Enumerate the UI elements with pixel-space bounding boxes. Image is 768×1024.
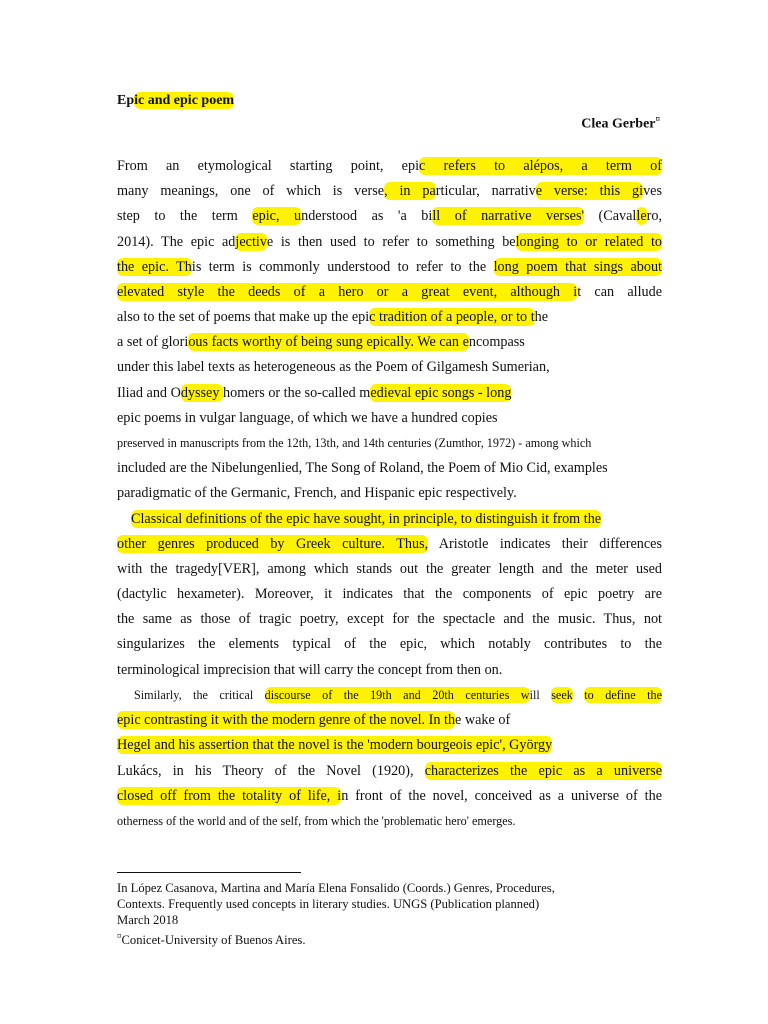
footnote-line: March 2018 [117, 913, 179, 927]
text-run: (Caval [584, 208, 637, 224]
highlighted-text: closed off from the totality of life, i [117, 788, 342, 804]
text-line [117, 635, 662, 653]
highlighted-text: Hegel and his assertion that the novel is the 'modern bourgeois epic', György [117, 737, 553, 753]
text-run: homers or the so-called m [223, 385, 371, 401]
highlighted-text: long poem that sings about [493, 259, 663, 275]
text-line [117, 384, 662, 402]
text-line [117, 258, 662, 276]
title-text: Ep [117, 93, 135, 108]
text-line [117, 711, 662, 729]
highlighted-text: c tradition of a people, or to t [369, 309, 535, 325]
text-run: a set of glori [117, 334, 189, 350]
highlighted-text: discourse of the 19th and 20th centuries w [264, 688, 530, 702]
text-run: n front of the novel, conceived as a universe of the [341, 788, 662, 804]
text-run [573, 688, 584, 702]
text-line [117, 610, 662, 628]
text-line [117, 459, 662, 477]
highlighted-text: other genres produced by Greek culture. Thus, [117, 536, 429, 552]
text-line [117, 736, 662, 754]
highlighted-text: the epic. Th [117, 259, 192, 275]
text-run: step to the term [117, 208, 253, 224]
footnote-text: Conicet-University of Buenos Aires. [121, 933, 306, 948]
text-run: e is then used to refer to something be [266, 234, 516, 250]
text-run: he [534, 309, 549, 325]
text-line [117, 233, 662, 251]
text-line [117, 283, 662, 301]
highlighted-text: , in pa [384, 183, 436, 199]
text-line [117, 535, 662, 553]
text-run: ill [529, 688, 552, 702]
text-run: ro, [646, 208, 662, 224]
highlighted-text: jectiv [235, 234, 267, 250]
text-line [117, 358, 662, 376]
text-line [117, 409, 662, 427]
text-run: t can allude [577, 284, 662, 300]
text-run: e wake of [455, 712, 511, 728]
text-line [117, 182, 662, 200]
highlighted-text: epic, u [252, 208, 302, 224]
text-run: paradigmatic of the Germanic, French, and Hispanic epic respectively. [117, 485, 517, 501]
highlighted-text: dyssey [180, 385, 223, 401]
footnote-line: In López Casanova, Martina and María Elena Fonsalido (Coords.) Genres, Procedures, [117, 881, 555, 895]
text-run: many meanings, one of which is verse [117, 183, 385, 199]
text-line [117, 434, 662, 452]
highlighted-text: epic contrasting it with the modern genre of the novel. In th [117, 712, 456, 728]
text-run: the same as those of tragic poetry, except for the spectacle and the music. Thus, not [117, 611, 662, 627]
text-run: with the tragedy[VER], among which stands out the greater length and the meter used [117, 561, 662, 577]
text-run: is term is commonly understood to refer to the [191, 259, 494, 275]
author-text: Clea Gerber [581, 116, 656, 132]
highlighted-text: seek [551, 688, 573, 702]
text-line [117, 686, 662, 704]
text-run: terminological imprecision that will carry the concept from then on. [117, 662, 503, 678]
text-line [117, 157, 662, 175]
highlighted-text: elevated style the deeds of a hero or a great event, although i [117, 284, 578, 300]
text-run: Iliad and O [117, 385, 181, 401]
text-line [117, 560, 662, 578]
highlighted-text: Classical definitions of the epic have sought, in principle, to distinguish it from the [131, 511, 602, 527]
text-run: epic poems in vulgar language, of which we have a hundred copies [117, 410, 498, 426]
highlighted-text: e verse: this gi [535, 183, 644, 199]
title-highlight: ic and epic poem [134, 93, 235, 108]
text-run: (dactylic hexameter). Moreover, it indicates that the components of epic poetry are [117, 586, 662, 602]
text-line [117, 585, 662, 603]
text-run: Similarly, the critical [134, 688, 265, 702]
text-run: included are the Nibelungenlied, The Song of Roland, the Poem of Mio Cid, examples [117, 460, 608, 476]
highlighted-text: ous facts worthy of being sung epically. We can e [188, 334, 469, 350]
highlighted-text: to define the [584, 688, 663, 702]
text-run: ves [643, 183, 662, 199]
text-line [117, 308, 662, 326]
text-run: otherness of the world and of the self, from which the 'problematic hero' emerges. [117, 814, 516, 828]
text-line [117, 510, 662, 528]
text-run: ncompass [468, 334, 525, 350]
text-line [117, 661, 662, 679]
author-footnote-mark: ¤ [655, 114, 660, 124]
footnote-mark: ¤ [117, 931, 122, 941]
highlighted-text: longing to or related to [515, 234, 662, 250]
highlighted-text: edieval epic songs - long [370, 385, 512, 401]
author-name [581, 114, 660, 133]
text-line [117, 333, 662, 351]
footnote-line [117, 928, 305, 948]
text-run: preserved in manuscripts from the 12th, 13th, and 14th centuries (Zumthor, 1972) - among which [117, 436, 592, 450]
text-run: also to the set of poems that make up the epi [117, 309, 370, 325]
text-run: From an etymological starting point, epi [117, 158, 420, 174]
document-title [117, 93, 234, 109]
text-run: singularizes the elements typical of the epic, which notably contributes to the [117, 636, 662, 652]
footnote-line: Contexts. Frequently used concepts in literary studies. UNGS (Publication planned) [117, 897, 540, 911]
text-run: Aristotle indicates their differences [428, 536, 662, 552]
text-run: rticular, narrativ [435, 183, 536, 199]
text-line [117, 207, 662, 225]
text-run: Lukács, in his Theory of the Novel (1920), [117, 763, 425, 779]
text-run: nderstood as 'a bi [301, 208, 433, 224]
highlighted-text: c refers to alépos, a term of [419, 158, 662, 174]
text-line [117, 762, 662, 780]
highlighted-text: characterizes the epic as a universe [424, 763, 662, 779]
highlighted-text: le [636, 208, 647, 224]
text-line [117, 812, 662, 830]
text-run: under this label texts as heterogeneous as the Poem of Gilgamesh Sumerian, [117, 359, 550, 375]
footnote-separator [117, 872, 301, 873]
text-line [117, 787, 662, 805]
text-line [117, 484, 662, 502]
highlighted-text: ll of narrative verses' [432, 208, 585, 224]
text-run: 2014). The epic ad [117, 234, 236, 250]
